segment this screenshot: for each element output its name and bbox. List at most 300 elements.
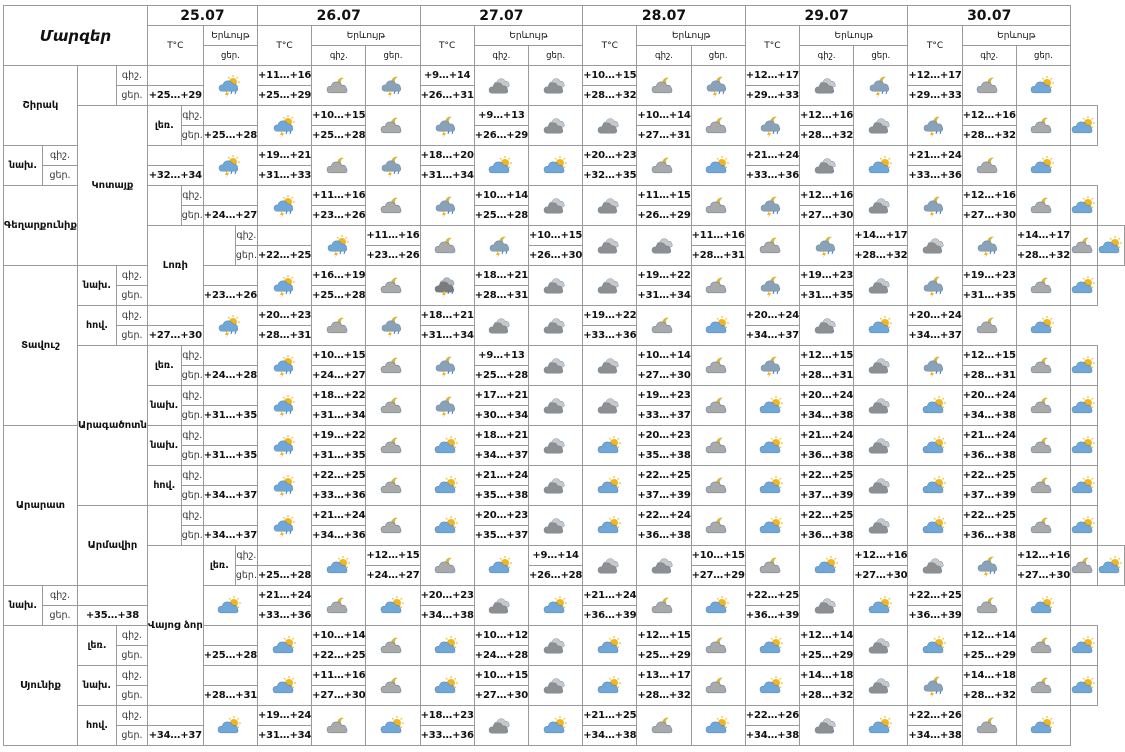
night-col-header: գիշ. <box>800 46 854 66</box>
temperature-value: +33…+36 <box>583 330 637 341</box>
weather-cell <box>257 346 311 386</box>
weather-cell-night <box>528 386 582 426</box>
weather-cell-day <box>1098 546 1125 586</box>
weather-cell-night <box>366 386 420 426</box>
partly-cloudy-icon <box>1071 196 1097 216</box>
weather-cell-night <box>583 546 637 586</box>
cloudy-icon <box>922 556 948 576</box>
moon-cloud-icon <box>705 196 731 216</box>
weather-cell-day <box>1071 186 1098 226</box>
moon-cloud-icon <box>651 596 677 616</box>
weather-cell <box>203 66 257 106</box>
weather-cell-night <box>637 146 691 186</box>
weather-cell-day <box>908 666 962 706</box>
weather-cell-night <box>800 66 854 106</box>
temperature-value: +28…+31 <box>962 370 1016 381</box>
partly-cloudy-icon <box>1071 356 1097 376</box>
temp-col-header: T°C <box>147 26 203 66</box>
temperature-value: +21…+24 <box>258 586 311 606</box>
temperature-value: +22…+24 <box>637 506 690 526</box>
cloudy-icon <box>543 196 569 216</box>
weather-cell-night <box>854 506 908 546</box>
region-name: Վայոց ձոր <box>147 546 203 706</box>
weather-cell <box>203 586 257 626</box>
temperature-value: +12…+16 <box>800 186 853 206</box>
temperature-value: +31…+34 <box>257 730 312 741</box>
temperature-value: +27…+30 <box>148 330 202 341</box>
temperature-value: +27…+30 <box>854 570 908 581</box>
temperature-value: +19…+23 <box>637 386 690 406</box>
temperature-value: +36…+39 <box>583 610 637 621</box>
weather-cell-night <box>366 266 420 306</box>
weather-cell-night <box>800 306 854 346</box>
phen-col-header: Երևույթ <box>800 26 908 46</box>
date-header: 28.07 <box>583 6 746 26</box>
temperature-value: +27…+30 <box>962 210 1016 221</box>
temperature-value: +28…+32 <box>962 690 1016 701</box>
weather-cell-day <box>583 666 637 706</box>
partly-cloudy-icon <box>1071 676 1097 696</box>
time-of-day: գիշ. <box>116 266 146 286</box>
moon-cloud-icon <box>1030 676 1056 696</box>
partly-cloudy-icon <box>1098 236 1124 256</box>
weather-cell-day <box>583 266 637 306</box>
time-of-day: ցեր. <box>235 250 257 261</box>
temperature-value: +37…+39 <box>637 490 691 501</box>
weather-cell-night <box>528 106 582 146</box>
temperature-value: +18…+21 <box>475 426 528 446</box>
moon-cloud-icon <box>1030 476 1056 496</box>
temperature-value: +10…+14 <box>637 106 690 126</box>
temperature-value: +36…+38 <box>637 530 691 541</box>
partly-cloudy-icon <box>1071 436 1097 456</box>
temperature-value: +12…+16 <box>963 106 1016 126</box>
temperature-value: +31…+34 <box>420 170 474 181</box>
time-of-day: ցեր. <box>49 610 71 621</box>
temperature-value: +22…+25 <box>800 466 853 486</box>
weather-cell-night <box>691 346 745 386</box>
temperature-value: +19…+22 <box>583 306 636 326</box>
night-thunderstorm-icon <box>922 676 948 696</box>
night-col-header: գիշ. <box>637 46 691 66</box>
weather-cell-day <box>745 186 799 226</box>
temperature-value: +11…+16 <box>312 186 365 206</box>
night-thunderstorm-icon <box>380 76 406 96</box>
temperature-value: +25…+28 <box>474 370 528 381</box>
temperature-value: +18…+21 <box>475 266 528 286</box>
region-name: Շիրակ <box>4 66 78 146</box>
temperature-value: +23…+26 <box>203 290 257 301</box>
moon-cloud-icon <box>705 476 731 496</box>
temperature-value: +14…+18 <box>963 666 1016 686</box>
weather-cell-night <box>1016 426 1070 466</box>
moon-cloud-icon <box>976 76 1002 96</box>
weather-cell <box>257 386 311 426</box>
weather-cell-night <box>691 506 745 546</box>
thunderstorm-icon <box>272 396 298 416</box>
weather-cell-day <box>854 586 908 626</box>
moon-cloud-icon <box>380 396 406 416</box>
partly-cloudy-icon <box>1030 316 1056 336</box>
temperature-value: +12…+17 <box>908 66 961 86</box>
weather-cell-night <box>1016 386 1070 426</box>
temperature-value: +24…+27 <box>312 370 366 381</box>
moon-cloud-icon <box>380 476 406 496</box>
time-of-day: գիշ. <box>235 226 257 246</box>
weather-cell-night <box>1071 546 1098 586</box>
moon-cloud-icon <box>1030 436 1056 456</box>
subregion-name: լեռ. <box>148 346 181 385</box>
temperature-value: +20…+24 <box>908 306 961 326</box>
partly-cloudy-icon <box>1071 276 1097 296</box>
weather-cell-night <box>312 306 366 346</box>
weather-cell-day <box>908 426 962 466</box>
weather-cell-night <box>528 346 582 386</box>
weather-cell-night <box>474 706 528 746</box>
moon-cloud-icon <box>380 676 406 696</box>
partly-cloudy-icon <box>597 516 623 536</box>
night-thunderstorm-icon <box>868 76 894 96</box>
time-of-day: ցեր. <box>49 170 71 181</box>
weather-cell-day <box>745 466 799 506</box>
partly-cloudy-icon <box>1071 516 1097 536</box>
temperature-value: +27…+30 <box>1016 570 1071 581</box>
moon-cloud-icon <box>326 76 352 96</box>
weather-cell-night <box>312 66 366 106</box>
temperature-value: +35…+37 <box>474 530 528 541</box>
time-of-day: ցեր. <box>121 730 143 741</box>
temperature-value: +22…+26 <box>908 706 961 726</box>
partly-cloudy-icon <box>597 676 623 696</box>
weather-cell-day <box>908 266 962 306</box>
partly-cloudy-icon <box>705 716 731 736</box>
weather-cell-night <box>908 546 962 586</box>
cloudy-icon <box>868 516 894 536</box>
table-row <box>4 226 1125 266</box>
phen-col-header: Երևույթ <box>203 26 257 46</box>
partly-cloudy-icon <box>272 676 298 696</box>
time-of-day: գիշ. <box>181 346 203 366</box>
time-of-day: գիշ. <box>181 506 203 526</box>
time-of-day: ցեր. <box>181 370 203 381</box>
partly-cloudy-icon <box>1030 76 1056 96</box>
time-of-day: գիշ. <box>116 666 146 686</box>
cloudy-icon <box>868 196 894 216</box>
partly-cloudy-icon <box>543 156 569 176</box>
temperature-value: +20…+23 <box>421 586 474 606</box>
partly-cloudy-icon <box>759 676 785 696</box>
weather-cell-night <box>366 466 420 506</box>
night-thunderstorm-icon <box>814 236 840 256</box>
weather-cell-day <box>583 466 637 506</box>
weather-cell-night <box>691 386 745 426</box>
partly-cloudy-icon <box>1071 636 1097 656</box>
partly-cloudy-icon <box>759 396 785 416</box>
date-header: 30.07 <box>908 6 1071 26</box>
weather-cell-night <box>637 706 691 746</box>
partly-cloudy-icon <box>272 636 298 656</box>
partly-cloudy-icon <box>759 476 785 496</box>
weather-cell-day <box>366 146 420 186</box>
table-row <box>4 106 1125 146</box>
weather-cell <box>203 706 257 746</box>
night-thunderstorm-icon <box>488 236 514 256</box>
temperature-value: +11…+16 <box>312 666 365 686</box>
weather-cell-night <box>908 226 962 266</box>
partly-cloudy-icon <box>705 596 731 616</box>
temperature-value: +36…+38 <box>962 530 1016 541</box>
moon-cloud-icon <box>380 636 406 656</box>
temperature-value: +28…+31 <box>203 690 257 701</box>
table-row <box>4 306 1125 346</box>
cloudy-icon <box>543 276 569 296</box>
temperature-value: +34…+37 <box>474 450 528 461</box>
weather-cell-day <box>1071 106 1098 146</box>
phen-col-header: Երևույթ <box>312 26 420 46</box>
moon-cloud-icon <box>1030 116 1056 136</box>
temperature-value: +26…+28 <box>528 570 583 581</box>
temperature-value: +31…+35 <box>800 290 854 301</box>
temperature-value: +25…+28 <box>474 210 528 221</box>
weather-cell <box>257 266 311 306</box>
temperature-value: +9…+14 <box>421 66 474 86</box>
partly-cloudy-icon <box>759 636 785 656</box>
subregion-name: լեռ. <box>204 546 236 585</box>
partly-cloudy-icon <box>217 596 243 616</box>
time-of-day: ցեր. <box>121 690 143 701</box>
temperature-value: +21…+24 <box>800 426 853 446</box>
weather-cell-night <box>854 466 908 506</box>
time-of-day: գիշ. <box>116 706 146 726</box>
region-name: Արարատ <box>4 426 78 586</box>
weather-cell-day <box>854 706 908 746</box>
weather-cell-day <box>474 546 528 586</box>
table-row <box>4 386 1125 426</box>
temperature-value: +11…+16 <box>258 66 311 86</box>
partly-cloudy-icon <box>597 476 623 496</box>
temperature-value: +21…+24 <box>583 586 636 606</box>
table-row <box>4 426 1125 466</box>
temperature-value: +32…+34 <box>148 170 202 181</box>
temperature-value: +10…+12 <box>475 626 528 646</box>
weather-cell-night <box>854 106 908 146</box>
weather-cell-day <box>800 546 854 586</box>
temperature-value: +12…+15 <box>963 346 1016 366</box>
temperature-value: +22…+25 <box>908 586 961 606</box>
weather-cell-night <box>474 146 528 186</box>
weather-cell-day <box>691 146 745 186</box>
temperature-value: +14…+17 <box>854 226 907 246</box>
subregion-name: նախ. <box>78 266 117 305</box>
weather-cell-day <box>745 106 799 146</box>
weather-cell-night <box>420 226 474 266</box>
temperature-value: +34…+38 <box>745 730 799 741</box>
cloudy-icon <box>868 476 894 496</box>
temperature-value: +12…+16 <box>1017 546 1070 566</box>
temperature-value: +12…+17 <box>746 66 799 86</box>
cloudy-icon <box>868 116 894 136</box>
date-header: 29.07 <box>745 6 908 26</box>
weather-cell-night <box>691 626 745 666</box>
night-thunderstorm-icon <box>922 276 948 296</box>
temperature-value: +22…+25 <box>963 466 1016 486</box>
partly-cloudy-icon <box>543 596 569 616</box>
weather-cell-day <box>528 66 582 106</box>
weather-cell-night <box>854 626 908 666</box>
weather-cell-night <box>637 586 691 626</box>
weather-cell-night <box>583 226 637 266</box>
cloudy-icon <box>868 396 894 416</box>
temperature-value: +34…+37 <box>203 530 257 541</box>
cloudy-icon <box>597 396 623 416</box>
temperature-value: +21…+24 <box>963 426 1016 446</box>
weather-cell-night <box>1016 106 1070 146</box>
time-of-day: ցեր. <box>121 650 143 661</box>
temperature-value: +34…+37 <box>745 330 799 341</box>
temperature-value: +10…+14 <box>637 346 690 366</box>
moon-cloud-icon <box>1030 636 1056 656</box>
temperature-value: +18…+22 <box>312 386 365 406</box>
moon-cloud-icon <box>380 276 406 296</box>
partly-cloudy-icon <box>1098 556 1124 576</box>
temperature-value: +30…+34 <box>474 410 528 421</box>
weather-cell-day <box>528 706 582 746</box>
partly-cloudy-icon <box>597 436 623 456</box>
temperature-value: +11…+15 <box>637 186 690 206</box>
weather-cell-day <box>420 626 474 666</box>
temperature-value: +10…+14 <box>312 626 365 646</box>
partly-cloudy-icon <box>868 316 894 336</box>
time-of-day: ցեր. <box>121 290 143 301</box>
temperature-value: +33…+36 <box>420 730 474 741</box>
subregion-name: հով. <box>78 706 117 745</box>
thunderstorm-icon <box>217 76 243 96</box>
temperature-value: +9…+14 <box>529 546 582 566</box>
temperature-value: +25…+29 <box>257 90 312 101</box>
temperature-value: +20…+24 <box>800 386 853 406</box>
temperature-value: +10…+15 <box>475 666 528 686</box>
temperature-value: +11…+16 <box>692 226 745 246</box>
time-of-day: գիշ. <box>116 626 146 646</box>
temperature-value: +19…+21 <box>258 146 311 166</box>
moon-cloud-icon <box>1030 196 1056 216</box>
temperature-value: +12…+15 <box>366 546 419 566</box>
temperature-value: +25…+29 <box>637 650 691 661</box>
thunderstorm-icon <box>272 116 298 136</box>
partly-cloudy-icon <box>326 556 352 576</box>
moon-cloud-icon <box>705 396 731 416</box>
weather-cell-day <box>908 346 962 386</box>
thunderstorm-icon <box>326 236 352 256</box>
partly-cloudy-icon <box>759 436 785 456</box>
temperature-value: +20…+24 <box>746 306 799 326</box>
night-thunderstorm-icon <box>976 556 1002 576</box>
weather-cell-night <box>474 306 528 346</box>
weather-cell-day <box>1071 506 1098 546</box>
temperature-value: +10…+15 <box>312 346 365 366</box>
partly-cloudy-icon <box>868 596 894 616</box>
temperature-value: +21…+24 <box>475 466 528 486</box>
moon-cloud-icon <box>380 116 406 136</box>
weather-cell <box>257 106 311 146</box>
night-thunderstorm-icon <box>922 356 948 376</box>
temp-col-header: T°C <box>583 26 637 66</box>
weather-cell-night <box>528 186 582 226</box>
partly-cloudy-icon <box>380 596 406 616</box>
night-thunderstorm-icon <box>759 356 785 376</box>
night-col-header: գիշ. <box>474 46 528 66</box>
temperature-value: +11…+16 <box>366 226 419 246</box>
weather-cell-day <box>1071 386 1098 426</box>
weather-cell-day <box>420 386 474 426</box>
thunderstorm-icon <box>272 476 298 496</box>
weather-cell-night <box>691 186 745 226</box>
temperature-value: +28…+32 <box>800 690 854 701</box>
partly-cloudy-icon <box>868 156 894 176</box>
weather-cell-night <box>474 586 528 626</box>
weather-cell-day <box>420 506 474 546</box>
weather-cell-night <box>474 66 528 106</box>
weather-cell-day <box>1016 146 1070 186</box>
cloudy-icon <box>543 76 569 96</box>
moon-cloud-icon <box>380 516 406 536</box>
temperature-value: +10…+15 <box>692 546 745 566</box>
moon-cloud-icon <box>1030 516 1056 536</box>
temperature-value: +20…+23 <box>475 506 528 526</box>
moon-cloud-icon <box>1030 356 1056 376</box>
temperature-value: +24…+27 <box>366 570 420 581</box>
partly-cloudy-icon <box>922 436 948 456</box>
thunderstorm-icon <box>272 516 298 536</box>
cloudy-icon <box>868 436 894 456</box>
weather-cell-day <box>420 266 474 306</box>
weather-cell-day <box>420 466 474 506</box>
moon-cloud-icon <box>976 156 1002 176</box>
cloudy-icon <box>543 476 569 496</box>
weather-cell-day <box>691 306 745 346</box>
weather-cell-day <box>745 426 799 466</box>
region-name: Գեղարքունիք <box>4 186 78 266</box>
weather-cell-night <box>962 706 1016 746</box>
moon-cloud-icon <box>651 156 677 176</box>
temperature-value: +22…+25 <box>800 506 853 526</box>
weather-cell-day <box>908 466 962 506</box>
weather-cell-day <box>1098 226 1125 266</box>
table-row <box>4 706 1125 746</box>
temperature-value: +33…+36 <box>908 170 962 181</box>
partly-cloudy-icon <box>1030 596 1056 616</box>
temp-col-header: T°C <box>257 26 311 66</box>
table-row <box>4 186 1125 226</box>
weather-cell-day <box>583 426 637 466</box>
partly-cloudy-icon <box>434 676 460 696</box>
temperature-value: +29…+33 <box>745 90 799 101</box>
temperature-value: +12…+14 <box>963 626 1016 646</box>
weather-cell-day <box>854 306 908 346</box>
weather-cell-night <box>854 346 908 386</box>
temp-col-header: T°C <box>745 26 799 66</box>
table-title: Մարզեր <box>4 6 148 66</box>
temperature-value: +33…+37 <box>637 410 691 421</box>
weather-cell-day <box>474 226 528 266</box>
weather-cell-day <box>745 266 799 306</box>
weather-cell-day <box>745 506 799 546</box>
weather-cell-day <box>366 306 420 346</box>
weather-cell-day <box>528 146 582 186</box>
weather-cell-night <box>1016 666 1070 706</box>
weather-cell-night <box>528 626 582 666</box>
weather-cell <box>257 466 311 506</box>
